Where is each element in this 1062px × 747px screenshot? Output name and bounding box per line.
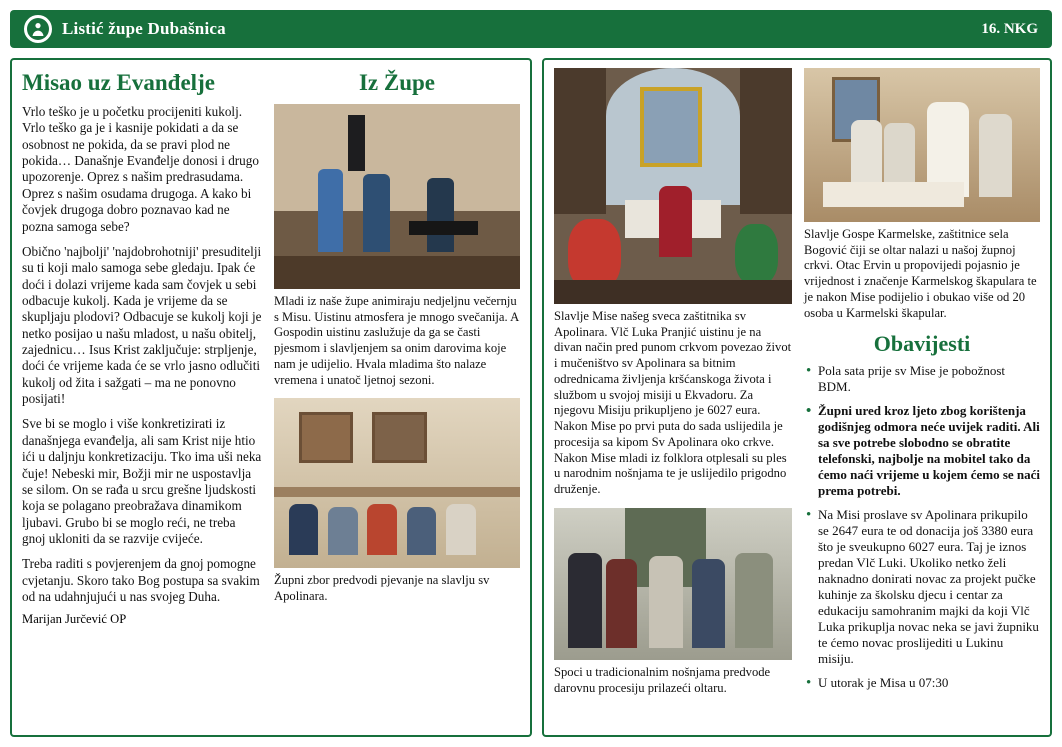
list-item: • U utorak je Misa u 07:30 bbox=[804, 675, 1040, 691]
parish-news-column bbox=[274, 68, 520, 727]
gospel-paragraph: Obično 'najbolji' 'najdobrohotniji' presuditelji su ti koji malo samoga sebe gledaju. Ipak će doći i dolazi vrijeme kada sam čovjek u sebi odbacuje kukolj. Kada je vrijeme da se skupljaju plodovi? Odbacuje se kukolj koji je netko posijao u našu mladost, u našu obitelj, zajednicu… Isus Krist zaključuje: strpljenje, doći će vrijeme kada će se vrlo jasno odlučiti kukolj od žita i sažgati – ma ne ponovno posijati! bbox=[22, 243, 262, 407]
list-item: • Na Misi proslave sv Apolinara prikupilo se 2647 eura te od donacija još 3380 eura što je sveukupno 6027 eura. Taj je iznos predan Vlč Luki. Ukoliko netko želi naknadno donirati novac za projekt pučke kuhinje za školsku djecu i centar za edukaciju samohranim majki da koji Vlč Luka prikuplja novac neka se javi župniku te ćemo novac proslijediti u Lukinu misiju. bbox=[804, 507, 1040, 667]
mass-report-column bbox=[554, 68, 792, 727]
photo-mass-caption: Slavlje Mise našeg sveca zaštitnika sv Apolinara. Vlč Luka Pranjić uistinu je na divan način pred punom crkvom povezao život i mučeništvo sv Apolinara sa bitnim odrednicama življenja kršćanskoga života i službom u svojoj misiji u Ekvadoru. Za njegovu Misiju prikupljeno je 6027 eura. Nakon Mise po prvi puta do sada uslijedila je procesija sa kipom Sv Apolinara oko crkve. Nakon Mise mladi iz folklora otplesali su ples u narodnim nošnjama te je uslijedilo prigodno druženje. bbox=[554, 309, 792, 497]
photo-parish-choir bbox=[274, 398, 520, 568]
notices-list bbox=[804, 363, 1040, 691]
publication-title: Listić župe Dubašnica bbox=[62, 19, 226, 38]
right-panel bbox=[542, 58, 1052, 737]
photo-offertory-procession bbox=[554, 508, 792, 660]
notices-title: Obavijesti bbox=[873, 331, 971, 357]
gospel-reflection-column bbox=[22, 68, 262, 727]
gospel-paragraph: Sve bi se moglo i više konkretizirati iz današnjega evanđelja, ali sam Krist nije htio ići u daljnju konkretizaciju. Tko ima uši neka čuje! Nebeski mir, Božji mir ne uspostavlja se silom. On se rađa u srcu grešne ljudskosti koja se polagano preobražava dinamikom ljubavi. Grubo bi se moglo reći, ne treba gnoj ukloniti da se razvije cvijeće. bbox=[22, 416, 262, 546]
list-item: • Župni ured kroz ljeto zbog korištenja godišnjeg odmora neće uvijek raditi. Ali sa sve potrebe slobodno se obratite telefonski, najbolje na mobitel tako da ćemo naći vrijeme u kojem ćemo se naći prema potrebi. bbox=[804, 403, 1040, 499]
gospel-author-signature: Marijan Jurčević OP bbox=[22, 612, 127, 627]
parish-crest-icon bbox=[24, 15, 52, 43]
photo-procession-caption: Spoci u tradicionalnim nošnjama predvode darovnu procesiju prilazeći oltaru. bbox=[554, 664, 771, 695]
gospel-paragraph: Vrlo teško je u početku procijeniti kukolj. Vrlo teško ga je i kasnije pokidati a da se osobnost ne pokida, da se pravi plod ne pokida… Današnje Evanđelje donosi i drugo upozorenje. Oprez s našim predrasudama. Oprez s našim osudama drugoga. A kako bi čovjek drugoga dobro poznavao kad ne pozna samoga sebe? bbox=[22, 104, 259, 234]
left-panel bbox=[10, 58, 532, 737]
photo-parish-choir-caption: Župni zbor predvodi pjevanje na slavlju sv Apolinara. bbox=[274, 573, 490, 604]
list-item: • Pola sata prije sv Mise je pobožnost BDM. bbox=[804, 363, 1040, 395]
parish-news-title: Iz Župe bbox=[358, 70, 436, 95]
photo-youth-band bbox=[274, 104, 520, 289]
notices-column bbox=[804, 68, 1040, 727]
photo-priest-caption: Slavlje Gospe Karmelske, zaštitnice sela Bogović čiji se oltar nalazi u našoj župnoj crkvi. Otac Ervin u propovijedi pojasnio je vrijednost i značenje Karmelskog škapulara te je nakon Mise podijelio i obukao više od 20 osoba u Karmelski škapular. bbox=[804, 227, 1037, 320]
photo-mass-at-altar bbox=[554, 68, 792, 304]
gospel-paragraph: Treba raditi s povjerenjem da gnoj pomogne cvjetanju. Skoro tako Bog postupa sa svakim od na udahnjujući u nas svojeg Duha. bbox=[22, 556, 260, 605]
issue-number: 16. NKG bbox=[981, 20, 1038, 37]
photo-priest-with-servers bbox=[804, 68, 1040, 222]
photo-youth-band-caption: Mladi iz naše župe animiraju nedjeljnu večernju s Misu. Uistinu atmosfera je mnogo svečanija. A Gospodin uistinu zaslužuje da ga se časti pjesmom i slavljenjem sa onim darovima koje nam je udijelio. Hvala mladima što nalaze vremena i unatoč ljetnoj sezoni. bbox=[274, 294, 519, 387]
gospel-reflection-title: Misao uz Evanđelje bbox=[22, 70, 215, 95]
page-header bbox=[10, 10, 1052, 48]
